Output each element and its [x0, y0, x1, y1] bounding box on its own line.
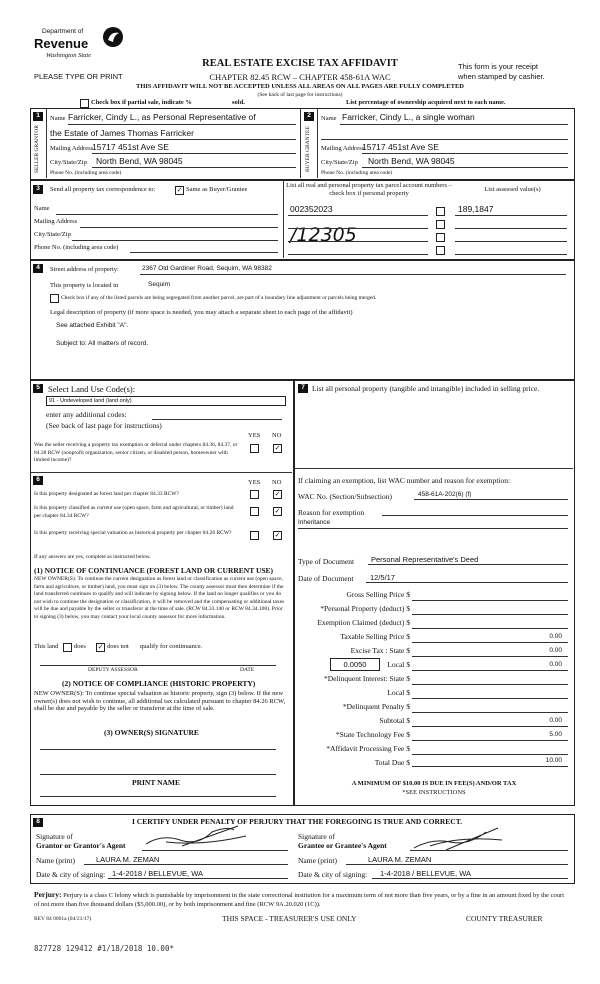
- grantor-sig-of: Signature of: [36, 832, 73, 841]
- s2-city-label: City/State/Zip: [321, 159, 358, 166]
- exemption-reason[interactable]: Inheritance: [298, 519, 331, 526]
- total-due-value[interactable]: 10.00: [545, 757, 562, 764]
- revenue-logo: [34, 26, 134, 68]
- if-yes-note: If any answers are yes, complete as instructed below.: [34, 554, 151, 560]
- taxable-selling-price-value[interactable]: 0.00: [549, 633, 562, 640]
- s1-name-label: Name: [50, 115, 66, 122]
- personal-property-checkbox-1[interactable]: [436, 207, 445, 216]
- segregated-checkbox[interactable]: [50, 294, 59, 303]
- section-7-number: 7: [298, 384, 308, 393]
- taxable-selling-price-label: Taxable Selling Price $: [340, 632, 410, 641]
- personal-property-checkbox-4[interactable]: [436, 246, 445, 255]
- grantee-agent-label: Grantee or Grantee's Agent: [298, 841, 387, 850]
- segregated-label: Check box if any of the listed parcels are being segregated from another parcel, are part of a boundary line adjustment or parcels being merged.: [61, 295, 377, 301]
- delinquent-interest-local-label: Local $: [387, 688, 410, 697]
- county-treasurer-label: COUNTY TREASURER: [466, 914, 543, 923]
- grantee-name[interactable]: LAURA M. ZEMAN: [368, 855, 432, 864]
- legal-description-label: Legal description of property (if more space is needed, you may attach a separate sheet to each page of the affidavit): [50, 309, 353, 316]
- perjury-text: Perjury is a class C felony which is punishable by imprisonment in the state correctional institution for a maximum term of not more than five years, or by a fine in an amount fixed by the court of not more than five thousand dollars ($5,000.00), or by both imprisonment and fine (RCW 9A.20.020 (1C)).: [34, 892, 565, 908]
- partial-sale-label: Check box if partial sale, indicate %: [91, 99, 192, 106]
- section-4: [30, 260, 575, 380]
- s1-name-line1[interactable]: Farricker, Cindy L., as Personal Representative of: [68, 112, 256, 122]
- current-use-question: Is this property classified as current use (open space, farm and agricultural, or timber) land per chapter 84.34 RCW?: [34, 505, 234, 519]
- perjury-statement: [34, 890, 570, 909]
- s3-phone-label: Phone No. (including area code): [34, 244, 119, 251]
- pct-ownership-note: List percentage of ownership acquired next to each name.: [346, 99, 506, 106]
- land-use-select[interactable]: 91 - Undeveloped land (land only): [46, 396, 286, 406]
- doc-date-label: Date of Document: [298, 574, 354, 583]
- s1-mail[interactable]: 15717 451st Ave SE: [92, 142, 169, 152]
- grantee-signature: [410, 826, 510, 852]
- buyer-grantee-label: BUYER GRANTEE: [305, 126, 311, 172]
- excise-state-value[interactable]: 0.00: [549, 647, 562, 654]
- s3-name-label: Name: [34, 205, 50, 212]
- section-6-number: 6: [33, 476, 43, 485]
- qualify-label: qualify for continuance.: [140, 643, 203, 650]
- s1-phone-label: Phone No. (including area code): [50, 170, 122, 176]
- forest-no-checkbox[interactable]: ✓: [274, 490, 281, 498]
- this-land-label: This land: [34, 643, 59, 650]
- treasurer-use-label: THIS SPACE - TREASURER'S USE ONLY: [222, 914, 357, 923]
- state-technology-fee-label: *State Technology Fee $: [335, 730, 410, 739]
- grantee-name-label: Name (print): [298, 856, 337, 865]
- excise-local-label: Local $: [387, 660, 410, 669]
- form-title: REAL ESTATE EXCISE TAX AFFIDAVIT: [202, 58, 398, 69]
- exhibit-note: See attached Exhibit "A".: [56, 322, 129, 329]
- s6-yes-header: YES: [248, 479, 261, 486]
- s3-city-label: City/State/Zip: [34, 231, 71, 238]
- grantee-sig-of: Signature of: [298, 832, 335, 841]
- s1-city[interactable]: North Bend, WA 98045: [96, 156, 183, 166]
- perjury-label: Perjury:: [34, 890, 62, 899]
- revision-number: REV 84 0001a (04/21/17): [34, 916, 92, 922]
- doc-date[interactable]: 12/5/17: [370, 573, 396, 582]
- s5-no-header: NO: [272, 432, 282, 439]
- assessed-header: List assessed value(s): [484, 186, 541, 193]
- see-instructions-note: *SEE INSTRUCTIONS: [402, 789, 466, 796]
- subtotal-value[interactable]: 0.00: [549, 717, 562, 724]
- forest-yes-checkbox[interactable]: [250, 490, 259, 499]
- current-use-no-checkbox[interactable]: ✓: [274, 507, 281, 515]
- s6-no-header: NO: [272, 479, 282, 486]
- receipt-note-2: when stamped by cashier.: [458, 72, 545, 81]
- exemption-yes-checkbox[interactable]: [250, 444, 259, 453]
- same-as-buyer-checkbox[interactable]: ✓: [176, 186, 183, 194]
- does-checkbox[interactable]: [63, 643, 72, 652]
- handwritten-note: /12305: [290, 224, 357, 246]
- form-chapter: CHAPTER 82.45 RCW – CHAPTER 458-61A WAC: [209, 72, 391, 82]
- subject-note: Subject to: All matters of record.: [56, 340, 149, 347]
- send-correspondence-label: Send all property tax correspondence to:: [50, 186, 156, 193]
- deputy-date-label: DATE: [240, 667, 255, 673]
- tax-calculation-table: [298, 590, 568, 766]
- wac-number[interactable]: 458-61A-202(6) (f): [418, 491, 472, 498]
- grantor-date-city-label: Date & city of signing:: [36, 870, 106, 879]
- street-address-label: Street address of property:: [50, 266, 119, 273]
- exemption-question: Was the seller receiving a property tax exemption or deferral under chapters 84.36, 84.37, or 84.38 RCW (nonprofit organization, senior citizen, or disabled person, homeowner with limited income)?: [34, 442, 238, 463]
- parcel-acct-header: List all real and personal property tax parcel account numbers – check box if personal property: [286, 182, 452, 197]
- s3-mail-label: Mailing Address: [34, 218, 78, 225]
- exemption-intro: If claiming an exemption, list WAC number and reason for exemption:: [298, 476, 511, 485]
- receipt-stamp: 827728 129412 #1/18/2018 10.00*: [34, 944, 174, 953]
- s2-name[interactable]: Farricker, Cindy L., a single woman: [342, 112, 475, 122]
- current-use-yes-checkbox[interactable]: [250, 507, 259, 516]
- s1-name-line2[interactable]: the Estate of James Thomas Farricker: [50, 128, 194, 138]
- notice-continuance-body: NEW OWNER(S): To continue the current designation as forest land or classification as current use (open space, farm and agriculture, or timber) land, you must sign on (3) below. The county assessor must then determine if the land transferred continues to qualify and will indicate by signing below. If the land no longer qualifies or you do not wish to continue the designation or classification, it will be removed and the compensating or additional taxes will be due and payable by the seller or transferor at the time of sale. (RCW 84.33.140 or RCW 84.34.108). Prior to signing (3) below, you may contact your local county assessor for more information.: [34, 576, 285, 620]
- grantee-date-city[interactable]: 1-4-2018 / BELLEVUE, WA: [380, 869, 472, 878]
- personal-property-label: List all personal property (tangible and intangible) included in selling price.: [312, 384, 540, 393]
- certify-statement: I CERTIFY UNDER PENALTY OF PERJURY THAT THE FOREGOING IS TRUE AND CORRECT.: [132, 817, 463, 826]
- delinquent-penalty-label: *Delinquent Penalty $: [342, 702, 410, 711]
- s2-phone-label: Phone No. (including area code): [321, 170, 393, 176]
- minimum-due-note: A MINIMUM OF $10.00 IS DUE IN FEE(S) AND/OR TAX: [351, 780, 517, 787]
- grantor-name-label: Name (print): [36, 856, 75, 865]
- assessed-value-1[interactable]: 189,1847: [458, 204, 494, 214]
- s2-name-label: Name: [321, 115, 337, 122]
- logo-dept-of: Department of: [42, 28, 84, 35]
- delinquent-interest-state-label: *Delinquent Interest: State $: [323, 674, 410, 683]
- gross-selling-price-label: Gross Selling Price $: [346, 590, 410, 599]
- located-in[interactable]: Sequim: [148, 281, 171, 288]
- exemption-claimed-label: Exemption Claimed (deduct) $: [317, 618, 410, 627]
- state-technology-fee-value[interactable]: 5.00: [549, 731, 562, 738]
- affidavit-processing-fee-label: *Affidavit Processing Fee $: [326, 744, 410, 753]
- personal-property-deduct-label: *Personal Property (deduct) $: [320, 604, 410, 613]
- excise-local-value[interactable]: 0.00: [549, 661, 562, 668]
- does-label: does: [74, 643, 86, 650]
- exemption-no-checkbox[interactable]: ✓: [274, 444, 281, 452]
- s2-city[interactable]: North Bend, WA 98045: [368, 156, 455, 166]
- subtotal-label: Subtotal $: [379, 716, 410, 725]
- section-1-number: 1: [33, 112, 43, 121]
- local-rate-box[interactable]: 0.0050: [330, 658, 380, 671]
- logo-state: Washington State: [46, 52, 92, 59]
- additional-codes-label: enter any additional codes:: [46, 410, 127, 419]
- historic-question: Is this property receiving special valuation as historical property per chapter 84.26 RCW?: [34, 530, 232, 536]
- section-8-number: 8: [33, 818, 43, 827]
- historic-no-checkbox[interactable]: ✓: [274, 531, 281, 539]
- see-back-note: (See back of last page for instructions): [257, 92, 343, 98]
- doc-type[interactable]: Personal Representative's Deed: [371, 555, 479, 564]
- land-use-label: Select Land Use Code(s):: [48, 384, 136, 394]
- s1-city-label: City/State/Zip: [50, 159, 87, 166]
- section-4-number: 4: [33, 264, 43, 273]
- located-in-label: This property is located in: [50, 282, 119, 289]
- forest-land-question: Is this property designated as forest land per chapter 84.33 RCW?: [34, 491, 179, 497]
- seller-grantor-label: SELLER GRANTOR: [34, 124, 40, 174]
- notice-compliance-body: NEW OWNER(S): To continue special valuation as historic property, sign (3) below. If the new owner(s) does not wish to continue, all additional tax calculated pursuant to chapter 84.26 RCW, shall be due and payable by the seller or transferor at the time of sale.: [34, 690, 286, 713]
- doc-type-label: Type of Document: [298, 557, 355, 566]
- s1-mail-label: Mailing Address: [50, 145, 94, 152]
- street-address[interactable]: 2367 Old Gardiner Road, Sequim, WA 98382: [142, 265, 272, 272]
- section-5-number: 5: [33, 384, 43, 393]
- logo-revenue: Revenue: [34, 36, 89, 51]
- s5-yes-header: YES: [248, 432, 261, 439]
- does-not-label: does not: [107, 643, 129, 650]
- excise-state-label: Excise Tax : State $: [350, 646, 410, 655]
- accept-warning: THIS AFFIDAVIT WILL NOT BE ACCEPTED UNLESS ALL AREAS ON ALL PAGES ARE FULLY COMPLETED: [136, 83, 464, 90]
- logo-swirl-icon: [102, 26, 124, 48]
- print-notice: PLEASE TYPE OR PRINT: [34, 72, 123, 81]
- s5-see-back: (See back of last page for instructions): [46, 421, 162, 430]
- total-due-label: Total Due $: [374, 758, 410, 767]
- grantor-name[interactable]: LAURA M. ZEMAN: [96, 855, 160, 864]
- print-name-label: PRINT NAME: [132, 778, 180, 787]
- reason-label: Reason for exemption: [298, 508, 365, 517]
- notice-compliance-title: (2) NOTICE OF COMPLIANCE (HISTORIC PROPERTY): [62, 679, 256, 688]
- same-as-buyer-label: Same as Buyer/Grantee: [186, 186, 248, 193]
- partial-sold-label: sold.: [232, 99, 245, 106]
- section-2-number: 2: [304, 112, 314, 121]
- personal-property-checkbox-3[interactable]: [436, 233, 445, 242]
- section-3-number: 3: [33, 185, 43, 194]
- personal-property-checkbox-2[interactable]: [436, 220, 445, 229]
- s2-mail-label: Mailing Address: [321, 145, 365, 152]
- receipt-note: This form is your receipt: [458, 62, 539, 71]
- parcel-account-1[interactable]: 002352023: [290, 204, 333, 214]
- notice-continuance-title: (1) NOTICE OF CONTINUANCE (FOREST LAND OR CURRENT USE): [34, 566, 274, 575]
- grantee-date-city-label: Date & city of signing:: [298, 870, 368, 879]
- historic-yes-checkbox[interactable]: [250, 531, 259, 540]
- owner-signature-title: (3) OWNER(S) SIGNATURE: [104, 728, 199, 737]
- wac-label: WAC No. (Section/Subsection): [298, 492, 392, 501]
- grantor-agent-label: Grantor or Grantor's Agent: [36, 841, 126, 850]
- deputy-assessor-label: DEPUTY ASSESSOR: [88, 667, 138, 673]
- does-not-checkbox[interactable]: ✓: [97, 643, 104, 651]
- partial-sale-checkbox[interactable]: [80, 99, 89, 108]
- s2-mail[interactable]: 15717 451st Ave SE: [362, 142, 439, 152]
- grantor-signature: [142, 824, 252, 850]
- grantor-date-city[interactable]: 1-4-2018 / BELLEVUE, WA: [112, 869, 204, 878]
